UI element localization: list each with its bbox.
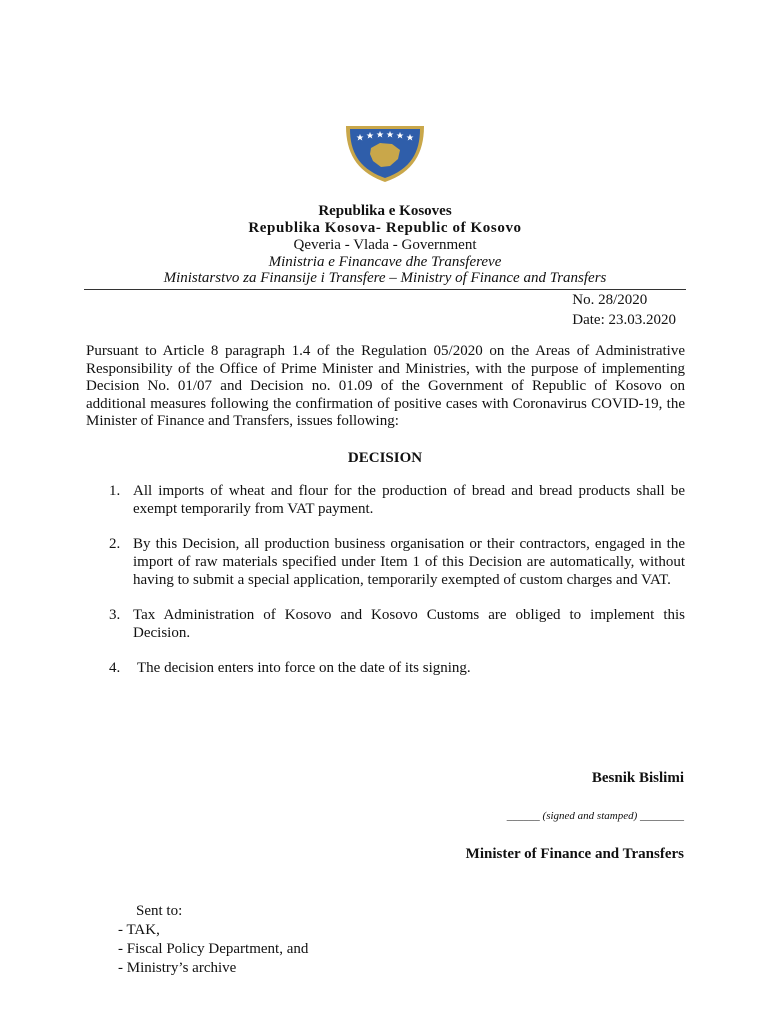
signed-stamped-note: ______ (signed and stamped) ________: [506, 810, 684, 822]
decision-title: DECISION: [347, 450, 423, 466]
coat-of-arms-icon: [340, 122, 430, 184]
item-text: All imports of wheat and flour for the production of bread and bread products shall be exempt temporarily from VAT payment.: [133, 483, 685, 517]
item-number: 4.: [109, 660, 121, 676]
header-line-1: Republika e Kosoves: [318, 203, 452, 219]
item-number: 2.: [109, 536, 121, 552]
reference-block: [572, 290, 676, 330]
list-item: [86, 659, 685, 677]
item-number: 3.: [109, 607, 121, 623]
distribution-heading: Sent to:: [136, 903, 183, 919]
header-line-2: Republika Kosova- Republic of Kosovo: [248, 220, 522, 236]
distribution-list: [118, 902, 308, 978]
letterhead: [84, 203, 686, 286]
item-text: By this Decision, all production business organisation or their contractors, engaged in the import of raw materials specified under Item 1 of this Decision are automatically, without having to submit a special application, temporarily exempted of custom charges and VAT.: [133, 536, 685, 588]
list-item: [86, 535, 685, 589]
item-text: The decision enters into force on the date of its signing.: [137, 660, 471, 676]
item-text: Tax Administration of Kosovo and Kosovo Customs are obliged to implement this Decision.: [133, 607, 685, 641]
reference-number: No. 28/2020: [572, 292, 648, 308]
list-item: [86, 606, 685, 642]
header-line-5: Ministarstvo za Finansije i Transfere – Ministry of Finance and Transfers: [163, 270, 607, 286]
header-line-4: Ministria e Financave dhe Transfereve: [268, 254, 502, 270]
recipient-item: - TAK,: [118, 922, 160, 938]
recipient-item: - Fiscal Policy Department, and: [118, 941, 309, 957]
reference-date: Date: 23.03.2020: [572, 312, 676, 328]
preamble-paragraph: Pursuant to Article 8 paragraph 1.4 of the Regulation 05/2020 on the Areas of Administrative Responsibility of the Office of Prime Minister and Ministries, with the purpose of implementing Decision No. 01/07 and Decision no. 01.09 of the Government of Republic of Kosovo on additional measures following the confirmation of positive cases with Coronavirus COVID-19, the Minister of Finance and Transfers, issues following:: [86, 343, 685, 429]
list-item: [86, 482, 685, 518]
item-number: 1.: [109, 483, 121, 499]
decision-items-list: [86, 482, 685, 677]
header-line-3: Qeveria - Vlada - Government: [293, 237, 477, 253]
signatory-role: Minister of Finance and Transfers: [465, 846, 684, 862]
recipient-item: - Ministry’s archive: [118, 960, 237, 976]
signatory-name: Besnik Bislimi: [591, 770, 684, 786]
